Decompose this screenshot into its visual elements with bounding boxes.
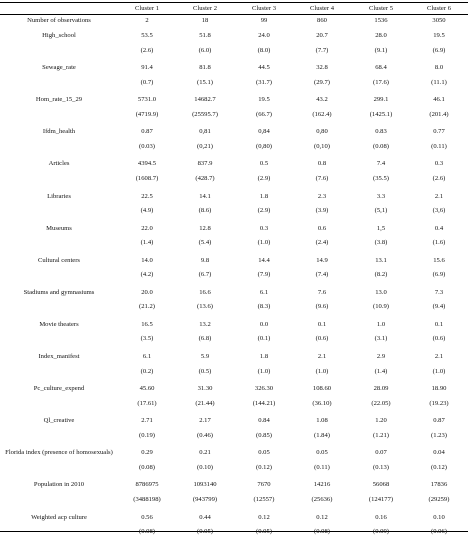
- table-cell: (29.7): [314, 78, 330, 86]
- table-cell: 22.5: [141, 192, 153, 200]
- table-cell: 13.1: [375, 256, 387, 264]
- table-cell: 0.77: [433, 128, 445, 136]
- table-cell: 12.8: [199, 224, 211, 232]
- variable-se-row: [0, 141, 468, 152]
- table-cell: (1.23): [431, 431, 447, 439]
- variable-mean-row: [0, 158, 468, 169]
- table-cell: 31.30: [197, 385, 213, 393]
- table-cell: 6.1: [142, 353, 152, 360]
- table-cell: 28.09: [373, 385, 389, 393]
- table-cell: 43.2: [316, 96, 328, 104]
- table-cell: (1.84): [314, 431, 330, 439]
- table-cell: 0,81: [199, 128, 211, 136]
- variable-se-row: [0, 173, 468, 184]
- table-cell: (4719.9): [135, 110, 159, 118]
- variable-mean-row: [0, 62, 468, 73]
- table-cell: (2.9): [257, 174, 271, 182]
- table-cell: 19.5: [258, 96, 270, 104]
- table-cell: 15.6: [433, 256, 445, 264]
- row-label: Florida index (presence of homosexuals): [5, 449, 113, 457]
- table-cell: 0.05: [316, 449, 328, 457]
- table-cell: 81.8: [199, 64, 211, 72]
- table-cell: (9.4): [432, 303, 446, 311]
- table-cell: 53.5: [141, 32, 153, 39]
- table-cell: 8.0: [434, 64, 444, 72]
- variable-se-row: [0, 494, 468, 505]
- variable-mean-row: [0, 383, 468, 394]
- variable-se-row: [0, 301, 468, 312]
- variable-se-row: [0, 526, 468, 537]
- table-cell: (25595.7): [192, 110, 218, 118]
- table-cell: 0.44: [199, 513, 211, 521]
- table-cell: 0.21: [199, 449, 211, 457]
- variable-se-row: [0, 237, 468, 248]
- variable-mean-row: [0, 126, 468, 137]
- table-cell: 18: [201, 17, 209, 24]
- table-cell: (0,21): [197, 142, 213, 150]
- table-cell: 0.0: [259, 320, 269, 328]
- table-cell: (1.0): [257, 239, 271, 247]
- table-cell: 0.12: [258, 513, 270, 521]
- table-cell: (17.6): [373, 78, 389, 86]
- row-label: Ql_creative: [43, 417, 75, 425]
- table-cell: (4.2): [140, 271, 154, 279]
- table-cell: 1.8: [259, 192, 269, 200]
- variable-mean-row: [0, 512, 468, 523]
- table-cell: (2.6): [432, 174, 446, 182]
- row-label: Movie theaters: [39, 320, 79, 328]
- table-cell: (0.08): [139, 463, 155, 471]
- table-cell: 0.04: [433, 449, 445, 457]
- table-cell: (15.1): [197, 78, 213, 86]
- table-cell: (162.4): [312, 110, 332, 118]
- table-cell: (1.4): [140, 239, 154, 247]
- table-cell: 1.20: [375, 417, 387, 425]
- variable-mean-row: [0, 351, 468, 362]
- row-label: Stadiums and gymnasiums: [23, 288, 95, 296]
- table-cell: 0.16: [375, 513, 387, 521]
- table-cell: 56068: [372, 481, 390, 489]
- table-cell: 6.1: [259, 288, 269, 296]
- table-cell: (21.2): [139, 303, 155, 311]
- table-cell: (0.5): [198, 367, 212, 375]
- table-cell: (3.9): [315, 207, 329, 214]
- table-cell: 2.3: [317, 192, 327, 200]
- table-cell: 108.60: [312, 385, 332, 393]
- table-cell: (35.5): [373, 174, 389, 182]
- row-label: Pc_culture_expend: [33, 385, 85, 393]
- table-cell: (6.9): [432, 271, 446, 279]
- table-cell: 2: [145, 17, 149, 24]
- table-header-row: [0, 3, 468, 14]
- row-label: Museums: [46, 224, 72, 232]
- table-cell: 7.4: [376, 160, 386, 168]
- table-cell: 2.9: [376, 353, 386, 360]
- table-cell: (10.9): [373, 303, 389, 311]
- table-cell: 20.7: [316, 32, 328, 39]
- table-cell: 0.8: [317, 160, 327, 168]
- table-cell: (0.6): [315, 335, 329, 343]
- table-cell: 0.84: [258, 417, 270, 425]
- table-cell: 16.5: [141, 320, 153, 328]
- variable-se-row: [0, 109, 468, 120]
- table-cell: (0.05): [197, 528, 213, 535]
- table-cell: (3.5): [140, 335, 154, 343]
- table-cell: (1.0): [432, 367, 446, 375]
- table-cell: (0.10): [197, 463, 213, 471]
- table-cell: 0.05: [258, 449, 270, 457]
- table-cell: (3.1): [374, 335, 388, 343]
- table-cell: (12557): [253, 495, 275, 503]
- table-cell: 326.30: [254, 385, 274, 393]
- table-cell: 68.4: [375, 64, 387, 72]
- table-cell: 14.4: [258, 256, 270, 264]
- table-cell: (2.9): [257, 207, 271, 214]
- table-cell: (19.23): [429, 399, 449, 407]
- table-cell: 32.8: [316, 64, 328, 72]
- table-cell: (0.19): [139, 431, 155, 439]
- table-cell: 0.29: [141, 449, 153, 457]
- row-label: Sewage_rate: [42, 64, 76, 72]
- table-cell: (3.8): [374, 239, 388, 247]
- table-cell: (21.44): [195, 399, 215, 407]
- table-cell: 1.8: [259, 353, 269, 360]
- row-label: Hom_rate_15_29: [35, 96, 83, 104]
- table-cell: 46.1: [433, 96, 445, 104]
- table-cell: 5731.0: [137, 96, 157, 104]
- table-cell: (0.11): [431, 142, 447, 150]
- table-cell: 51.8: [199, 32, 211, 39]
- table-cell: 2.1: [317, 353, 327, 360]
- row-label: Articles: [48, 160, 70, 168]
- table-cell: 13.2: [199, 320, 211, 328]
- table-cell: 1.08: [316, 417, 328, 425]
- table-cell: (7.7): [315, 46, 329, 54]
- column-header: Cluster 2: [193, 5, 217, 12]
- table-cell: 0.5: [259, 160, 269, 168]
- table-cell: (7.9): [257, 271, 271, 279]
- table-cell: (8.6): [198, 207, 212, 214]
- row-label: Ifdm_health: [42, 128, 76, 136]
- column-header: Cluster 6: [427, 5, 451, 12]
- table-cell: 16.6: [199, 288, 211, 296]
- table-cell: (13.6): [197, 303, 213, 311]
- table-cell: (1.6): [432, 239, 446, 247]
- table-cell: 0.12: [316, 513, 328, 521]
- variable-se-row: [0, 366, 468, 377]
- table-cell: (3,6): [432, 207, 446, 214]
- table-cell: 20.0: [141, 288, 153, 296]
- variable-se-row: [0, 333, 468, 344]
- variable-se-row: [0, 77, 468, 88]
- table-cell: (8.0): [257, 46, 271, 54]
- table-cell: 0.10: [433, 513, 445, 521]
- table-cell: (0.08): [314, 528, 330, 535]
- variable-mean-row: [0, 415, 468, 426]
- variable-se-row: [0, 269, 468, 280]
- table-cell: (0.13): [373, 463, 389, 471]
- variable-mean-row: [0, 191, 468, 202]
- table-cell: (36.10): [312, 399, 332, 407]
- table-cell: (5,1): [374, 207, 388, 214]
- variable-mean-row: [0, 319, 468, 330]
- table-cell: 2.71: [141, 417, 153, 425]
- table-cell: 2.17: [199, 417, 211, 425]
- column-header: Cluster 4: [310, 5, 334, 12]
- table-cell: 0.83: [375, 128, 387, 136]
- table-cell: (0.12): [256, 463, 272, 471]
- table-cell: 14.1: [199, 192, 211, 200]
- table-cell: (0,80): [256, 142, 272, 150]
- table-cell: (66.7): [256, 110, 272, 118]
- table-cell: (943799): [192, 495, 218, 503]
- variable-se-row: [0, 398, 468, 409]
- table-cell: (9.6): [315, 303, 329, 311]
- table-cell: 0.1: [317, 320, 327, 328]
- table-cell: (0.85): [256, 431, 272, 439]
- table-cell: 99: [260, 17, 268, 24]
- row-label: Cultural centers: [38, 256, 80, 264]
- variable-mean-row: [0, 30, 468, 41]
- column-header: Cluster 1: [135, 5, 159, 12]
- table-cell: 0,80: [316, 128, 328, 136]
- table-cell: 91.4: [141, 64, 153, 72]
- table-cell: 2.1: [434, 353, 444, 360]
- table-cell: (31.7): [256, 78, 272, 86]
- table-cell: (0.1): [257, 335, 271, 343]
- table-cell: (0.08): [373, 142, 389, 150]
- table-cell: (6.0): [198, 46, 212, 54]
- table-cell: (0.11): [314, 463, 330, 471]
- table-cell: 0.3: [434, 160, 444, 168]
- table-cell: (0.46): [197, 431, 213, 439]
- table-cell: 0.4: [434, 224, 444, 232]
- table-cell: (124177): [368, 495, 394, 503]
- table-cell: 24.0: [258, 32, 270, 39]
- table-cell: 0.6: [317, 224, 327, 232]
- table-cell: 1536: [374, 17, 388, 24]
- table-cell: 7670: [257, 481, 271, 489]
- variable-mean-row: [0, 94, 468, 105]
- table-cell: (5.4): [198, 239, 212, 247]
- table-cell: 44.5: [258, 64, 270, 72]
- table-cell: (0.7): [140, 78, 154, 86]
- table-cell: 19.5: [433, 32, 445, 39]
- table-cell: (25636): [311, 495, 333, 503]
- table-cell: (4.9): [140, 207, 154, 214]
- table-cell: (1.0): [315, 367, 329, 375]
- row-label: High_school: [42, 32, 76, 39]
- table-cell: (6.8): [198, 335, 212, 343]
- table-cell: 0.3: [259, 224, 269, 232]
- table-cell: 0.87: [433, 417, 445, 425]
- row-label: Population in 2010: [33, 481, 85, 489]
- table-cell: 7.3: [434, 288, 444, 296]
- table-cell: 8786975: [135, 481, 159, 489]
- table-cell: (8.2): [374, 271, 388, 279]
- table-cell: (0,10): [314, 142, 330, 150]
- variable-mean-row: [0, 223, 468, 234]
- row-label: Libraries: [47, 192, 71, 200]
- table-cell: 860: [317, 17, 327, 24]
- table-cell: (22.05): [371, 399, 391, 407]
- column-header: Cluster 5: [369, 5, 393, 12]
- table-cell: (0.6): [432, 335, 446, 343]
- variable-se-row: [0, 462, 468, 473]
- table-cell: (1.4): [374, 367, 388, 375]
- table-cell: 0.87: [141, 128, 153, 136]
- table-cell: (2.6): [140, 46, 154, 54]
- table-cell: (29259): [428, 495, 450, 503]
- table-cell: (428.7): [195, 174, 215, 182]
- table-cell: (1608.7): [135, 174, 159, 182]
- table-cell: 7.6: [317, 288, 327, 296]
- table-cell: 22.0: [141, 224, 153, 232]
- table-cell: 18.90: [431, 385, 447, 393]
- table-cell: (8.3): [257, 303, 271, 311]
- table-cell: 1,5: [376, 224, 386, 232]
- table-cell: 3.3: [376, 192, 386, 200]
- column-header: Cluster 3: [252, 5, 276, 12]
- table-cell: 0,84: [258, 128, 270, 136]
- table-cell: 3050: [432, 17, 446, 24]
- table-cell: 9.8: [200, 256, 210, 264]
- variable-mean-row: [0, 255, 468, 266]
- table-cell: 17836: [430, 481, 448, 489]
- row-label: Index_manifest: [38, 353, 80, 360]
- table-cell: (0.03): [139, 142, 155, 150]
- table-cell: (0.2): [140, 367, 154, 375]
- table-cell: (0.06): [431, 528, 447, 535]
- table-cell: (17.61): [137, 399, 157, 407]
- variable-mean-row: [0, 479, 468, 490]
- variable-se-row: [0, 205, 468, 216]
- table-cell: (0.09): [373, 528, 389, 535]
- table-cell: 45.60: [139, 385, 155, 393]
- table-cell: 837.9: [197, 160, 213, 168]
- table-cell: (11.1): [431, 78, 447, 86]
- table-cell: 14.0: [141, 256, 153, 264]
- variable-se-row: [0, 430, 468, 441]
- observations-row: [0, 15, 468, 26]
- table-cell: (1.0): [257, 367, 271, 375]
- table-cell: 0.1: [434, 320, 444, 328]
- table-cell: (1.21): [373, 431, 389, 439]
- table-cell: 0.07: [375, 449, 387, 457]
- table-cell: 4394.5: [137, 160, 157, 168]
- table-cell: 14.9: [316, 256, 328, 264]
- row-label: Weighted acp culture: [31, 513, 87, 521]
- table-cell: (9.1): [374, 46, 388, 54]
- variable-mean-row: [0, 287, 468, 298]
- table-cell: (6.9): [432, 46, 446, 54]
- table-cell: 2.1: [434, 192, 444, 200]
- row-label: Number of observations: [27, 17, 91, 24]
- table-cell: (6.7): [198, 271, 212, 279]
- table-cell: 28.0: [375, 32, 387, 39]
- table-cell: (7.6): [315, 174, 329, 182]
- table-cell: (0.05): [256, 528, 272, 535]
- table-cell: 1093140: [193, 481, 217, 489]
- table-cell: 299.1: [373, 96, 389, 104]
- table-cell: 0.56: [141, 513, 153, 521]
- table-cell: 14682.7: [194, 96, 216, 104]
- table-cell: (7.4): [315, 271, 329, 279]
- table-cell: (0.12): [431, 463, 447, 471]
- table-cell: 5.9: [200, 353, 210, 360]
- variable-se-row: [0, 45, 468, 56]
- variable-mean-row: [0, 447, 468, 458]
- table-cell: (2.4): [315, 239, 329, 247]
- table-cell: (201.4): [429, 110, 449, 118]
- table-cell: (144.21): [252, 399, 276, 407]
- table-cell: 13.0: [375, 288, 387, 296]
- table-cell: (1425.1): [369, 110, 393, 118]
- table-cell: (0.08): [139, 528, 155, 535]
- table-cell: 1.0: [376, 320, 386, 328]
- table-cell: (3488198): [133, 495, 161, 503]
- table-cell: 14216: [313, 481, 331, 489]
